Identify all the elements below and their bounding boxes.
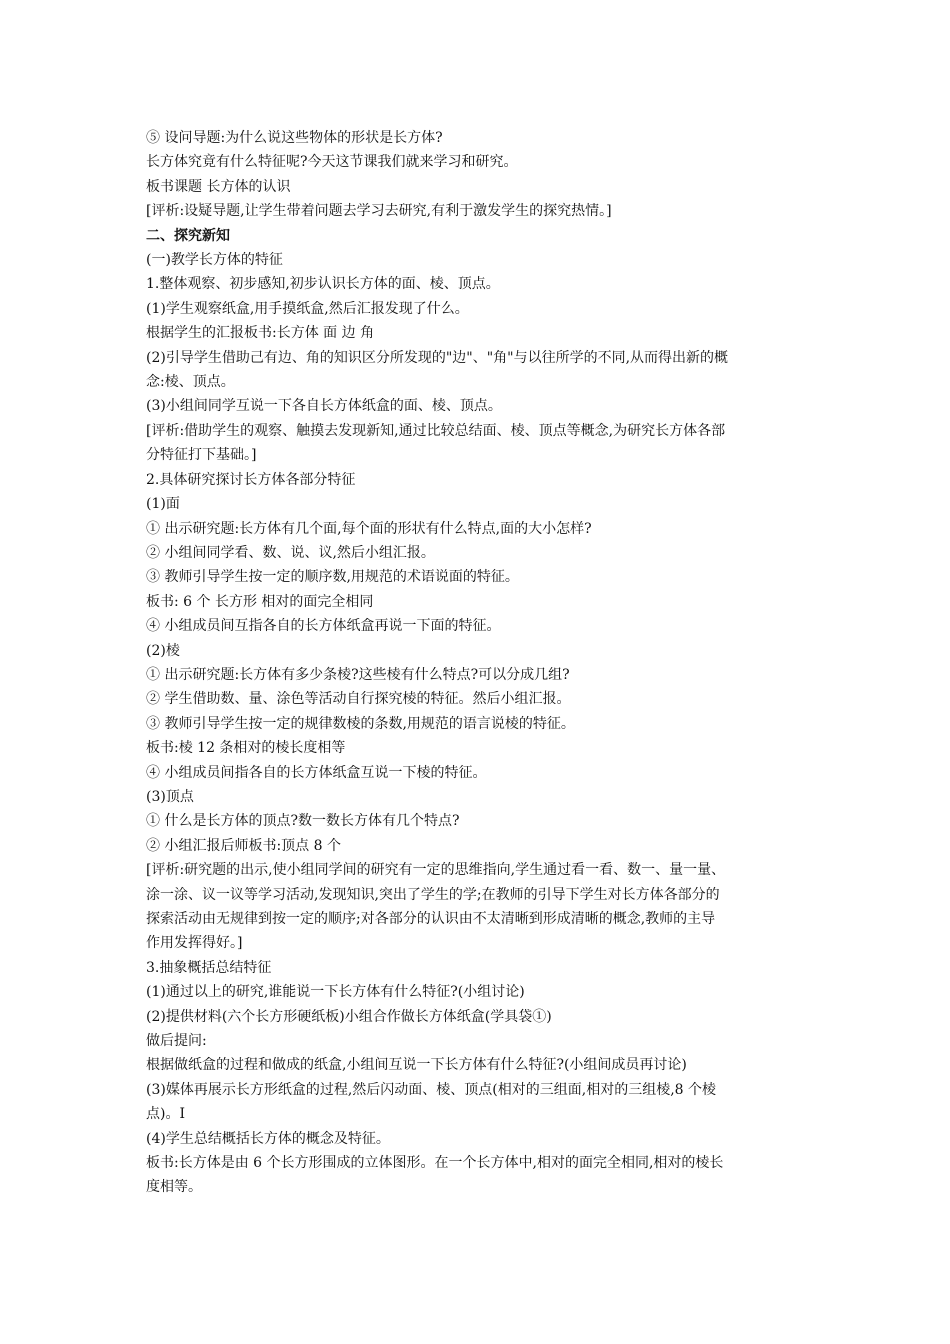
- text-line: 度相等。: [146, 1179, 202, 1196]
- text-line: (2)引导学生借助己有边、角的知识区分所发现的"边"、"角"与以往所学的不同,从而得出新的概: [146, 349, 729, 366]
- text-line: (3)媒体再展示长方形纸盒的过程,然后闪动面、棱、顶点(相对的三组面,相对的三组棱,8 个棱: [146, 1081, 716, 1098]
- text-line: 涂一涂、议一议等学习活动,发现知识,突出了学生的学;在教师的引导下学生对长方体各部分的: [146, 886, 720, 903]
- text-line: ① 出示研究题:长方体有多少条棱?这些棱有什么特点?可以分成几组?: [146, 666, 570, 683]
- text-line: (3)顶点: [146, 788, 194, 805]
- text-line: 板书:长方体是由 6 个长方形围成的立体图形。在一个长方体中,相对的面完全相同,相对的棱长: [146, 1155, 724, 1172]
- text-line: 分特征打下基础。]: [146, 447, 257, 464]
- text-line: (2)提供材料(六个长方形硬纸板)小组合作做长方体纸盒(学具袋①): [146, 1008, 552, 1025]
- text-line: 板书:棱 12 条相对的棱长度相等: [146, 740, 346, 757]
- text-line: 点)。I: [146, 1106, 185, 1123]
- text-line: ② 小组汇报后师板书:顶点 8 个: [146, 837, 341, 854]
- text-line: (2)棱: [146, 642, 180, 659]
- text-line: [评析:研究题的出示,使小组同学间的研究有一定的思维指向,学生通过看一看、数一、量一量、: [146, 862, 726, 879]
- text-line: (1)学生观察纸盒,用手摸纸盒,然后汇报发现了什么。: [146, 300, 469, 317]
- text-line: ① 出示研究题:长方体有几个面,每个面的形状有什么特点,面的大小怎样?: [146, 520, 592, 537]
- text-line: 探索活动由无规律到按一定的顺序;对各部分的认识由不太清晰到形成清晰的概念,教师的主导: [146, 911, 716, 927]
- text-line: 板书课题 长方体的认识: [146, 178, 291, 195]
- text-line: ② 学生借助数、量、涂色等活动自行探究棱的特征。然后小组汇报。: [146, 691, 571, 708]
- text-line: ① 什么是长方体的顶点?数一数长方体有几个特点?: [146, 813, 460, 830]
- text-line: ③ 教师引导学生按一定的规律数棱的条数,用规范的语言说棱的特征。: [146, 715, 575, 732]
- text-line: (4)学生总结概括长方体的概念及特征。: [146, 1130, 390, 1147]
- text-line: ② 小组间同学看、数、说、议,然后小组汇报。: [146, 544, 435, 561]
- text-line: 根据学生的汇报板书:长方体 面 边 角: [146, 325, 375, 342]
- text-line: (1)面: [146, 496, 180, 513]
- text-line: 根据做纸盒的过程和做成的纸盒,小组间互说一下长方体有什么特征?(小组间成员再讨论): [146, 1057, 687, 1074]
- section-heading: 二、探究新知: [146, 227, 230, 244]
- text-line: ④ 小组成员间指各自的长方体纸盒互说一下棱的特征。: [146, 764, 487, 781]
- text-line: 长方体究竟有什么特征呢?今天这节课我们就来学习和研究。: [146, 154, 518, 171]
- text-line: ③ 教师引导学生按一定的顺序数,用规范的术语说面的特征。: [146, 569, 519, 586]
- text-line: 念:棱、顶点。: [146, 374, 235, 391]
- text-line: ④ 小组成员间互指各自的长方体纸盒再说一下面的特征。: [146, 618, 501, 635]
- document-body: [146, 126, 810, 1200]
- text-line: 1.整体观察、初步感知,初步认识长方体的面、棱、顶点。: [146, 276, 500, 293]
- text-line: (1)通过以上的研究,谁能说一下长方体有什么特征?(小组讨论): [146, 984, 525, 1001]
- text-line: [评析:借助学生的观察、触摸去发现新知,通过比较总结面、棱、顶点等概念,为研究长方体各部: [146, 422, 726, 439]
- text-line: (3)小组间同学互说一下各自长方体纸盒的面、棱、顶点。: [146, 398, 502, 415]
- text-line: ⑤ 设问导题:为什么说这些物体的形状是长方体?: [146, 130, 443, 146]
- text-line: [评析:设疑导题,让学生带着问题去学习去研究,有利于激发学生的探究热情。]: [146, 203, 612, 220]
- text-line: 3.抽象概括总结特征: [146, 959, 272, 976]
- text-line: 2.具体研究探讨长方体各部分特征: [146, 471, 356, 488]
- text-line: 板书: 6 个 长方形 相对的面完全相同: [146, 593, 374, 610]
- text-line: (一)教学长方体的特征: [146, 252, 283, 269]
- text-line: 做后提问:: [146, 1033, 207, 1050]
- text-line: 作用发挥得好。]: [146, 935, 243, 952]
